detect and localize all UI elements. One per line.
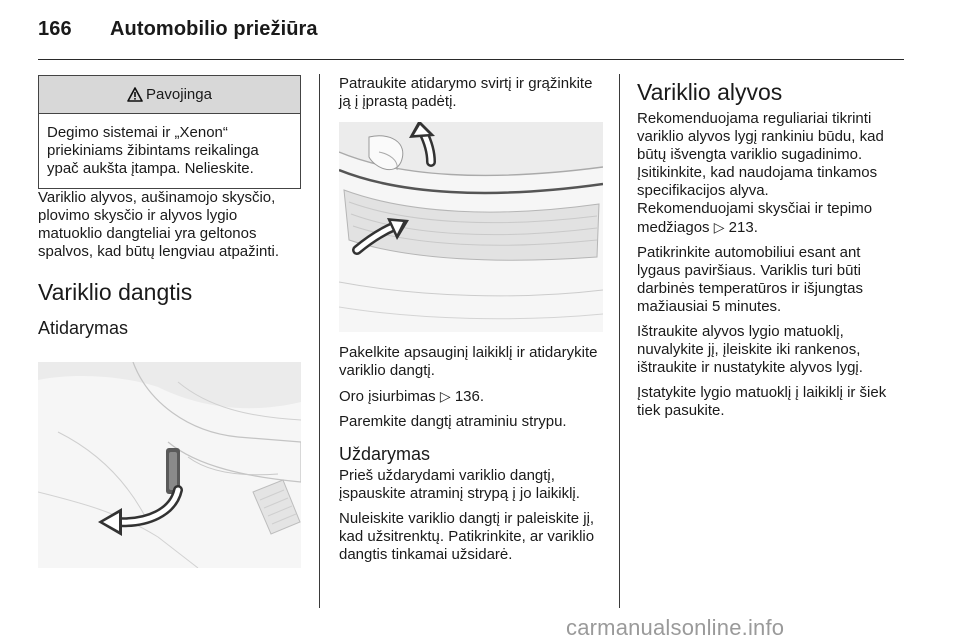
oil-check-line-1: Rekomenduojama reguliariai tikrinti variklio alyvos lygį rankiniu būdu, kad būtų išvengta variklio sugadinimo.: [637, 110, 884, 163]
arrow-reference-icon: ▷: [713, 219, 725, 235]
section-heading-engine-oil: Variklio alyvos: [637, 79, 783, 105]
warning-box: [38, 75, 301, 189]
column-divider-2: [619, 74, 620, 608]
header-rule: [38, 59, 904, 60]
page-title: Automobilio priežiūra: [110, 18, 318, 40]
fluids-reference-text: Rekomenduojami skysčiai ir tepimo medžiagos: [637, 200, 873, 236]
column-3: [637, 78, 907, 427]
caps-intro-paragraph: Variklio alyvos, aušinamojo skysčio, plovimo skysčio ir alyvos lygio matuoklio dangteliai yra geltonos spalvos, kad būtų lengviau atpažinti.: [38, 189, 279, 260]
warning-header: [39, 76, 300, 114]
oil-check-line-2: Įsitikinkite, kad naudojama tinkamos specifikacijos alyva.: [637, 164, 878, 199]
subheading-closing: Uždarymas: [339, 444, 431, 464]
column-divider-1: [319, 74, 320, 608]
hood-safety-catch-illustration: [339, 122, 603, 332]
lever-paragraph: Patraukite atidarymo svirtį ir grąžinkite ją į įprastą padėtį.: [339, 75, 593, 110]
fluids-reference-page[interactable]: 213.: [728, 219, 758, 236]
closing-paragraph-2: Nuleiskite variklio dangtį ir paleiskite jį, kad užsitrenktų. Patikrinkite, ar variklio dangtis tinkamai užsidarė.: [339, 510, 595, 563]
support-rod-paragraph: Paremkite dangtį atraminiu strypu.: [339, 413, 567, 430]
page-header: [38, 18, 318, 41]
dipstick-paragraph: Ištraukite alyvos lygio matuoklį, nuvalykite jį, įleiskite iki rankenos, ištraukite ir nustatykite alyvos lygį.: [637, 323, 863, 376]
column-2: [339, 75, 605, 571]
air-intake-page[interactable]: 136.: [454, 388, 485, 405]
warning-triangle-icon: [127, 87, 143, 102]
air-intake-text: Oro įsiurbimas: [339, 388, 436, 405]
section-heading-hood: Variklio dangtis: [38, 279, 193, 305]
air-intake-reference: [339, 387, 605, 406]
hood-release-lever-illustration: [38, 362, 301, 568]
closing-paragraph-1: Prieš uždarydami variklio dangtį, įspauskite atraminį strypą į jo laikiklį.: [339, 467, 580, 502]
watermark: carmanualsonline.info: [566, 615, 785, 640]
arrow-reference-icon: ▷: [439, 388, 451, 404]
column-1: [38, 75, 301, 339]
dipstick-insert-paragraph: Įstatykite lygio matuoklį į laikiklį ir šiek tiek pasukite.: [637, 384, 887, 419]
level-surface-paragraph: Patikrinkite automobiliui esant ant lygaus paviršiaus. Variklis turi būti darbinės temperatūros ir išjungtas mažiausiai 5 minutes.: [637, 244, 863, 315]
warning-title: Pavojinga: [146, 85, 212, 103]
oil-check-paragraph: [637, 110, 907, 237]
subheading-opening: Atidarymas: [38, 318, 129, 338]
warning-text: Degimo sistemai ir „Xenon“ priekiniams žibintams reikalinga ypač aukšta įtampa. Nelieskite.: [47, 124, 259, 177]
safety-catch-paragraph: Pakelkite apsauginį laikiklį ir atidarykite variklio dangtį.: [339, 344, 598, 379]
page-number: 166: [38, 18, 72, 40]
